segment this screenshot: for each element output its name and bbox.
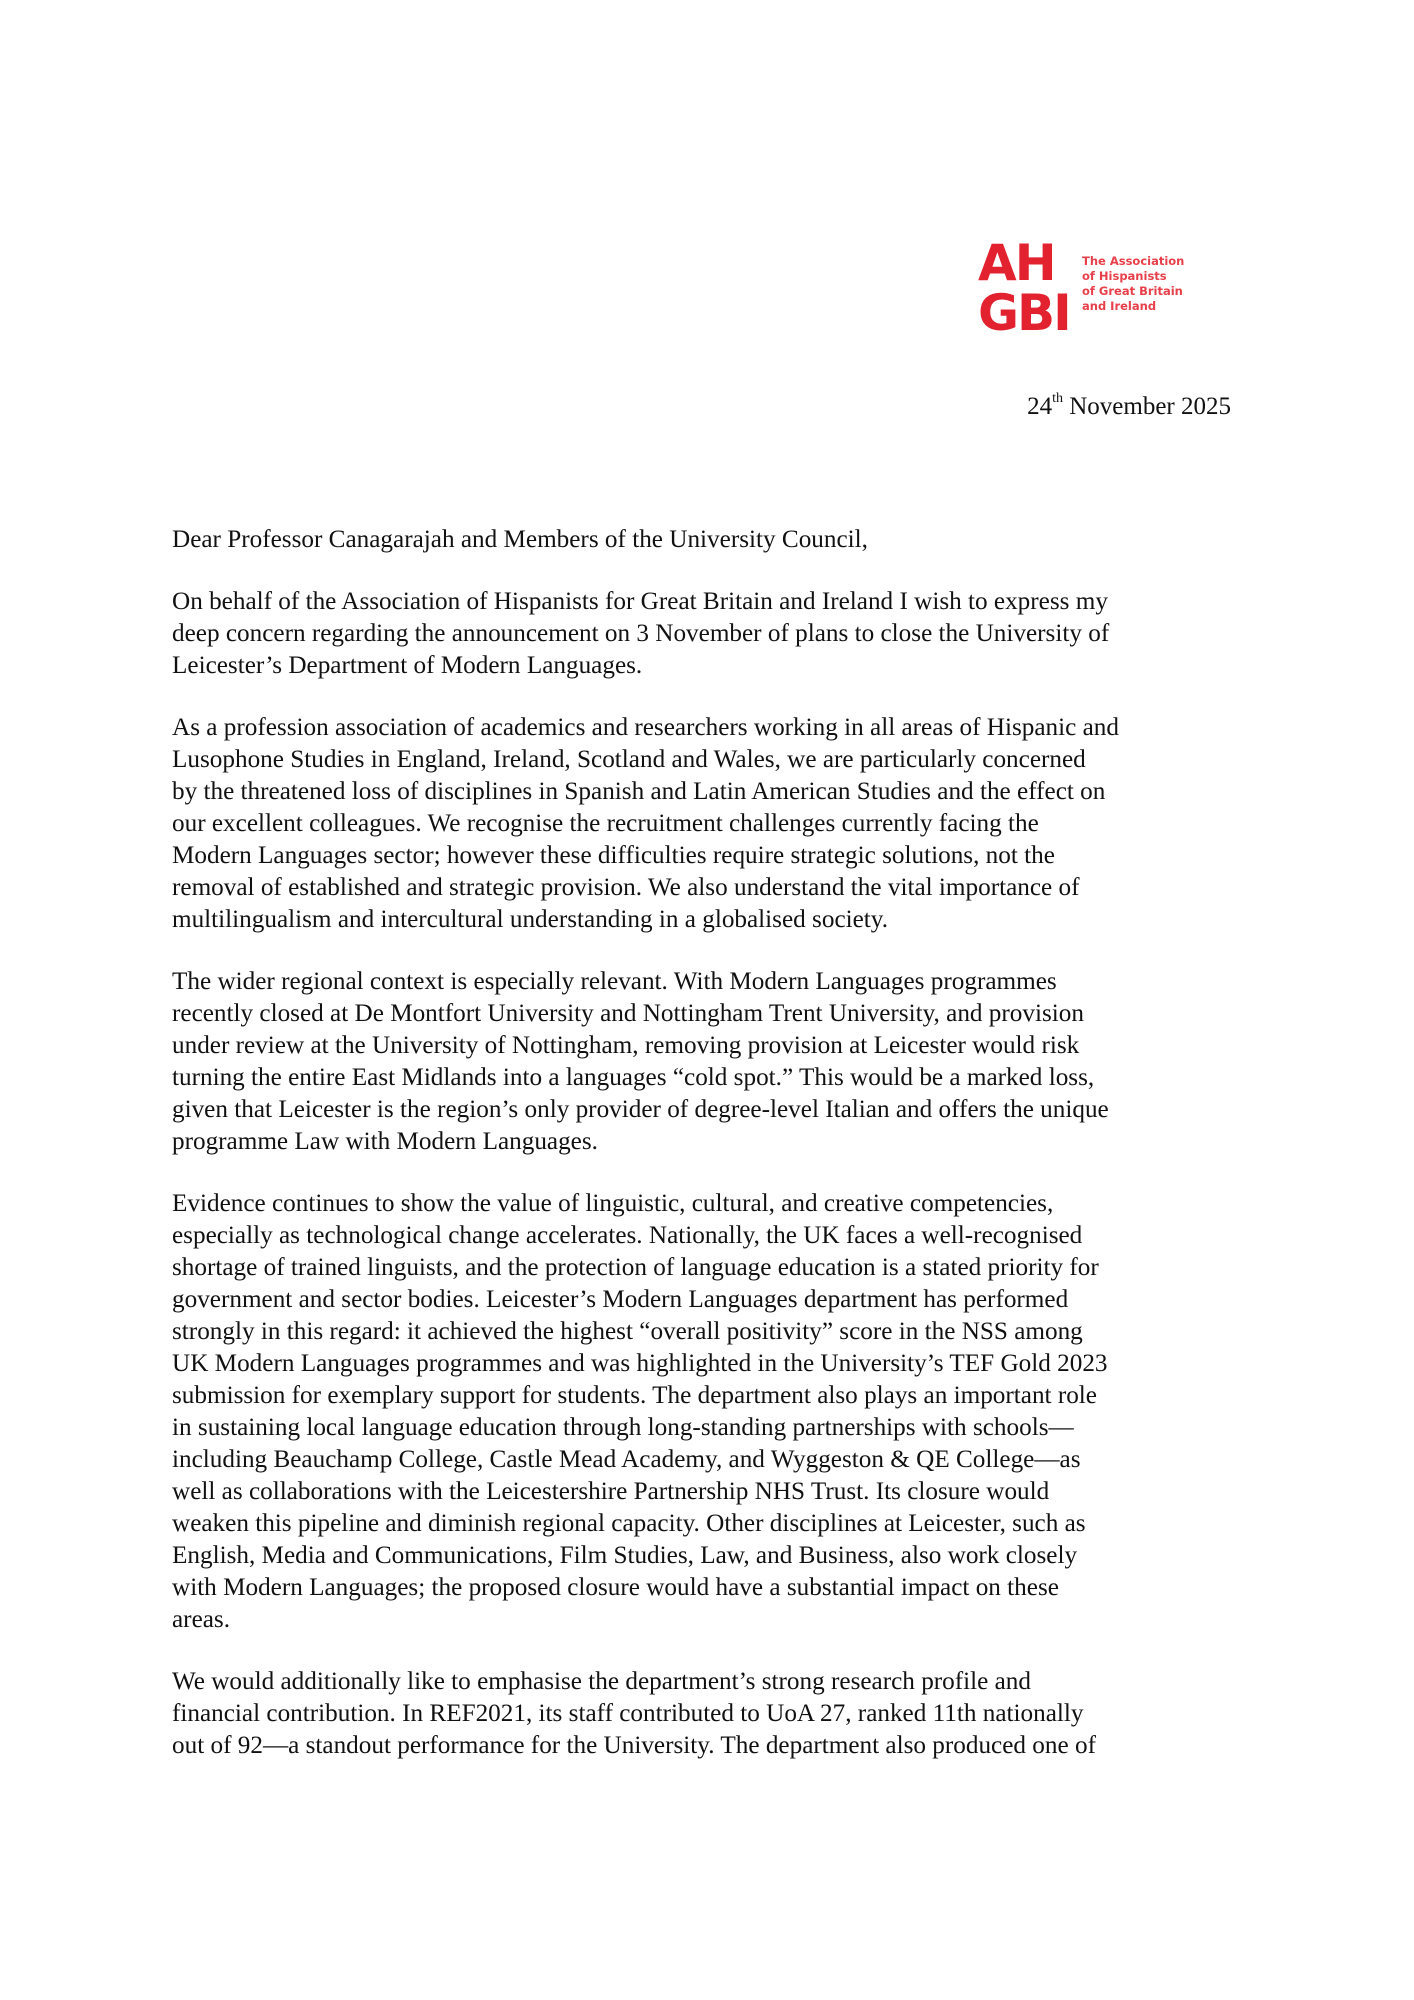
salutation [172,524,1242,556]
paragraph-line: out of 92—a standout performance for the University. The department also produced one of [172,1732,1096,1759]
paragraph-line: Lusophone Studies in England, Ireland, Scotland and Wales, we are particularly concerned [172,746,1086,773]
body-paragraph [172,712,1242,936]
paragraph-line: We would additionally like to emphasise the department’s strong research profile and [172,1668,1031,1695]
logo-text-line: The Association [1082,254,1185,268]
paragraph-line: strongly in this regard: it achieved the highest “overall positivity” score in the NSS among [172,1318,1083,1345]
paragraph-line: multilingualism and intercultural understanding in a globalised society. [172,906,889,933]
paragraph-line: UK Modern Languages programmes and was highlighted in the University’s TEF Gold 2023 [172,1350,1108,1377]
paragraph-line: The wider regional context is especially relevant. With Modern Languages programmes [172,968,1057,995]
paragraph-line: Evidence continues to show the value of linguistic, cultural, and creative competencies, [172,1190,1054,1217]
body-paragraph [172,1188,1242,1636]
ahgbi-logo [978,234,1198,342]
paragraph-line: under review at the University of Nottingham, removing provision at Leicester would risk [172,1032,1080,1059]
paragraph-line: Modern Languages sector; however these difficulties require strategic solutions, not the [172,842,1055,869]
paragraph-line: On behalf of the Association of Hispanists for Great Britain and Ireland I wish to express my [172,588,1108,615]
paragraph-line: Leicester’s Department of Modern Languages. [172,652,643,679]
logo-wordmark [1082,254,1202,314]
paragraphs [172,586,1242,1762]
paragraph-line: our excellent colleagues. We recognise the recruitment challenges currently facing the [172,810,1039,837]
paragraph-line: English, Media and Communications, Film Studies, Law, and Business, also work closely [172,1542,1078,1569]
letter-body [172,524,1242,1792]
paragraph-line: removal of established and strategic provision. We also understand the vital importance of [172,874,1080,901]
date-month-year: November 2025 [1062,393,1231,420]
paragraph-line: recently closed at De Montfort University and Nottingham Trent University, and provision [172,1000,1084,1027]
paragraph-line: including Beauchamp College, Castle Mead Academy, and Wyggeston & QE College—as [172,1446,1081,1473]
logo-mark [978,234,1073,342]
paragraph-line: especially as technological change accelerates. Nationally, the UK faces a well-recognised [172,1222,1083,1249]
paragraph-line: shortage of trained linguists, and the protection of language education is a stated priority for [172,1254,1099,1281]
paragraph-line: weaken this pipeline and diminish regional capacity. Other disciplines at Leicester, such as [172,1510,1086,1537]
logo-text-line: of Great Britain [1082,284,1183,298]
paragraph-line: by the threatened loss of disciplines in Spanish and Latin American Studies and the effect on [172,778,1106,805]
logo-text-line: of Hispanists [1082,269,1167,283]
paragraph-line: with Modern Languages; the proposed closure would have a substantial impact on these [172,1574,1059,1601]
logo-mark-row-2: GBI [978,284,1070,342]
body-paragraph [172,966,1242,1158]
paragraph-line: turning the entire East Midlands into a languages “cold spot.” This would be a marked loss, [172,1064,1095,1091]
paragraph-line: in sustaining local language education through long-standing partnerships with schools— [172,1414,1074,1441]
body-paragraph [172,586,1242,682]
paragraph-line: government and sector bodies. Leicester’s Modern Languages department has performed [172,1286,1069,1313]
paragraph-line: programme Law with Modern Languages. [172,1128,598,1155]
paragraph-line: submission for exemplary support for students. The department also plays an important role [172,1382,1097,1409]
paragraph-line: financial contribution. In REF2021, its staff contributed to UoA 27, ranked 11th nationally [172,1700,1084,1727]
paragraph-line: deep concern regarding the announcement on 3 November of plans to close the University of [172,620,1110,647]
letter-date [1027,393,1231,421]
paragraph-line: well as collaborations with the Leicestershire Partnership NHS Trust. Its closure would [172,1478,1050,1505]
paragraph-line: given that Leicester is the region’s only provider of degree-level Italian and offers the unique [172,1096,1109,1123]
date-day: 24 [1027,393,1053,420]
logo-mark-row-1: AH [978,234,1055,292]
date-suffix: th [1052,391,1063,406]
body-paragraph [172,1666,1242,1762]
paragraph-line: As a profession association of academics and researchers working in all areas of Hispanic and [172,714,1119,741]
paragraph-line: areas. [172,1606,231,1633]
logo-text-line: and Ireland [1082,299,1157,313]
salutation-text: Dear Professor Canagarajah and Members of the University Council, [172,526,868,553]
